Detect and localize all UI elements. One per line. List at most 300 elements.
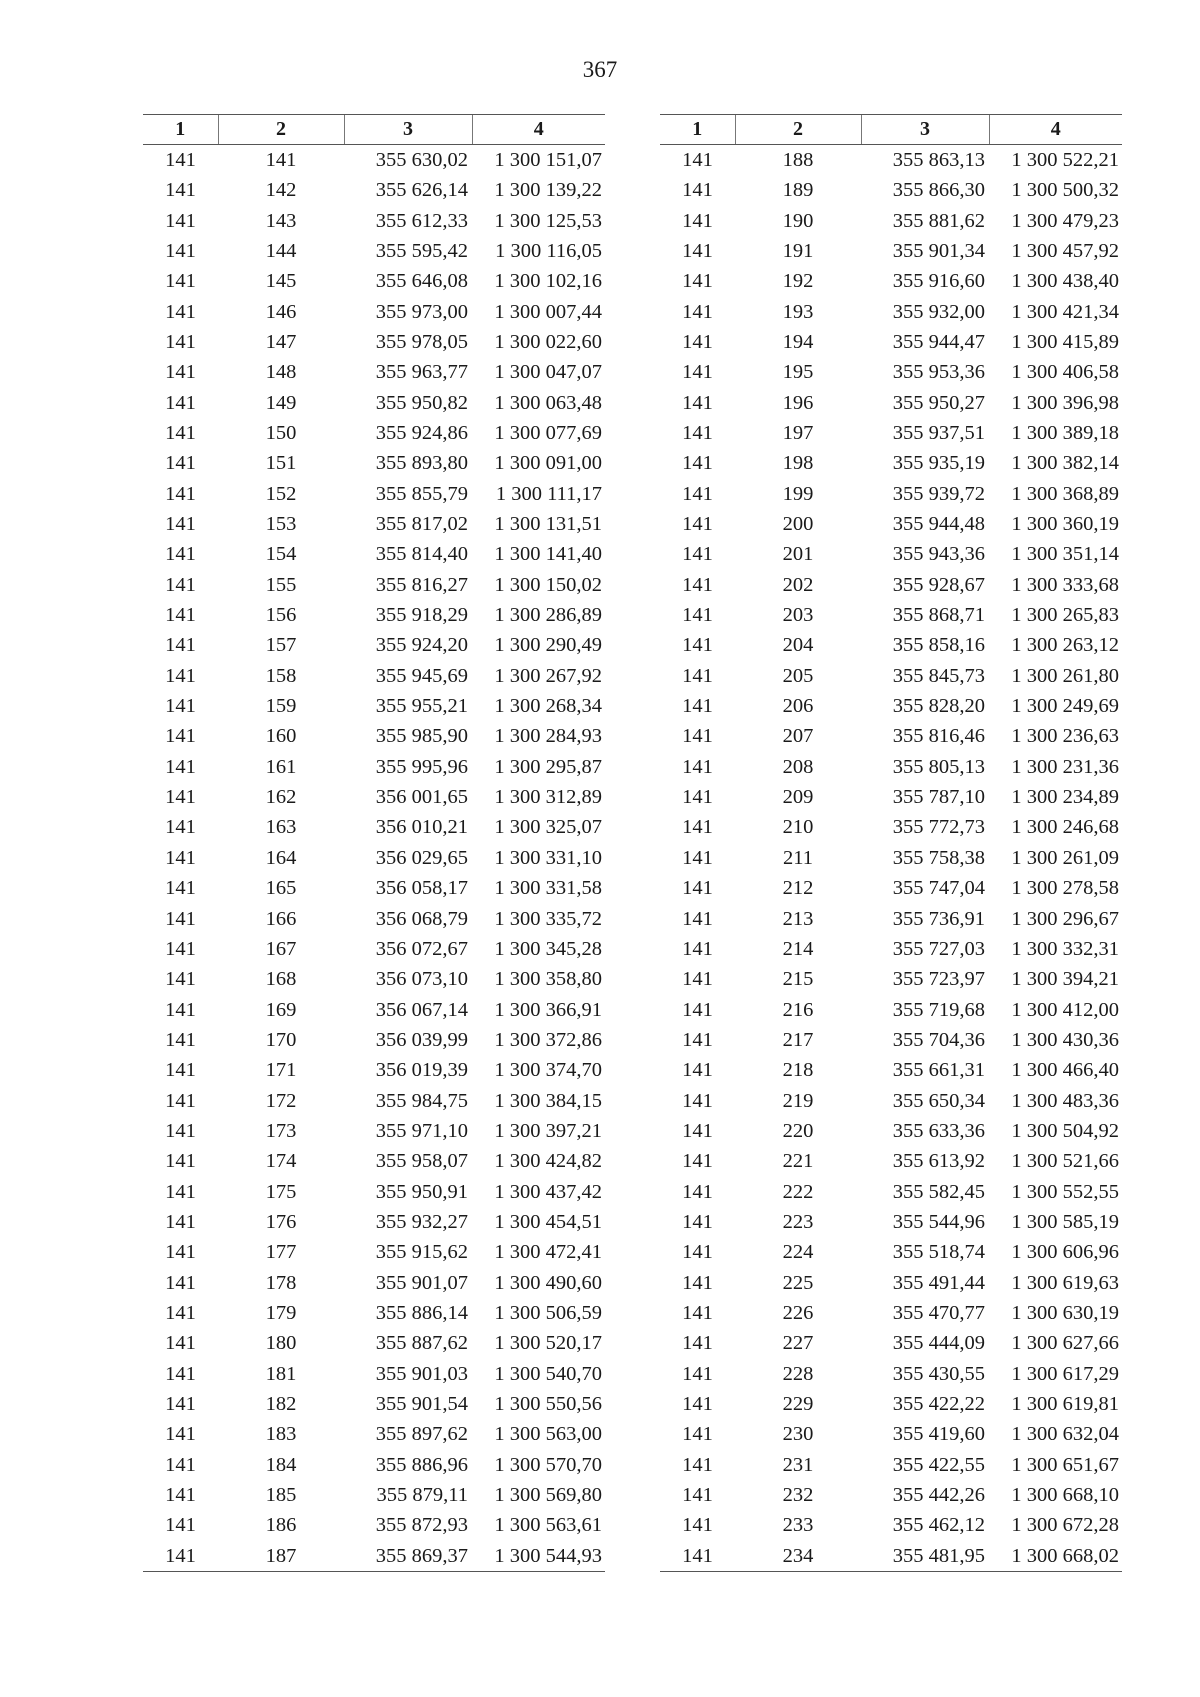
table-cell: 197 [782, 422, 814, 445]
table-cell: 1 300 286,89 [494, 604, 602, 627]
table-cell: 356 058,17 [375, 877, 468, 900]
table-cell: 141 [682, 1332, 713, 1355]
table-cell: 355 924,20 [375, 634, 468, 657]
table-row [143, 479, 605, 509]
table-cell: 169 [265, 998, 297, 1021]
table-cell: 1 300 490,60 [494, 1271, 602, 1294]
table-cell: 141 [265, 148, 297, 171]
table-cell: 141 [165, 1119, 196, 1142]
table-cell: 1 300 619,81 [1011, 1393, 1119, 1416]
table-cell: 141 [165, 1150, 196, 1173]
table-row [143, 509, 605, 539]
table-cell: 141 [682, 1089, 713, 1112]
table-cell: 160 [265, 725, 297, 748]
table-cell: 223 [782, 1210, 814, 1233]
table-cell: 355 932,00 [892, 300, 985, 323]
table-body-right [660, 145, 1122, 1572]
table-cell: 141 [165, 1393, 196, 1416]
table-cell: 141 [682, 573, 713, 596]
table-row [143, 297, 605, 327]
table-cell: 141 [682, 816, 713, 839]
table-cell: 163 [265, 816, 297, 839]
table-cell: 1 300 619,63 [1011, 1271, 1119, 1294]
table-cell: 1 300 563,61 [494, 1514, 602, 1537]
table-cell: 355 950,82 [375, 391, 468, 414]
table-row [143, 1116, 605, 1146]
table-cell: 167 [265, 937, 297, 960]
table-row [660, 661, 1122, 691]
table-row [660, 1207, 1122, 1237]
table-cell: 1 300 382,14 [1011, 452, 1119, 475]
table-cell: 355 868,71 [892, 604, 985, 627]
table-cell: 1 300 668,02 [989, 1541, 1122, 1572]
table-cell: 153 [265, 513, 297, 536]
table-cell: 141 [682, 239, 713, 262]
table-cell: 355 772,73 [892, 816, 985, 839]
table-cell: 1 300 125,53 [494, 209, 602, 232]
table-cell: 141 [165, 1089, 196, 1112]
table-cell: 356 019,39 [375, 1059, 468, 1082]
table-cell: 355 787,10 [892, 786, 985, 809]
table-cell: 1 300 296,67 [1011, 907, 1119, 930]
table-cell: 214 [782, 937, 814, 960]
table-cell: 206 [782, 695, 814, 718]
table-row [660, 813, 1122, 843]
table-row [660, 448, 1122, 478]
table-cell: 141 [165, 422, 196, 445]
table-cell: 1 300 406,58 [1011, 361, 1119, 384]
table-cell: 192 [782, 270, 814, 293]
table-cell: 220 [782, 1119, 814, 1142]
table-cell: 1 300 668,10 [1011, 1484, 1119, 1507]
table-cell: 141 [165, 482, 196, 505]
table-cell: 1 300 521,66 [1011, 1150, 1119, 1173]
table-cell: 142 [265, 179, 297, 202]
table-row [660, 631, 1122, 661]
table-cell: 1 300 368,89 [1011, 482, 1119, 505]
table-row [660, 1419, 1122, 1449]
table-cell: 1 300 372,86 [494, 1028, 602, 1051]
table-cell: 355 918,29 [375, 604, 468, 627]
table-cell: 141 [165, 907, 196, 930]
table-cell: 355 817,02 [375, 513, 468, 536]
table-cell: 1 300 360,19 [1011, 513, 1119, 536]
table-cell: 141 [165, 1301, 196, 1324]
table-row [660, 904, 1122, 934]
table-cell: 205 [782, 664, 814, 687]
table-row [143, 722, 605, 752]
table-cell: 141 [165, 604, 196, 627]
table-cell: 1 300 102,16 [494, 270, 602, 293]
table-cell: 355 633,36 [892, 1119, 985, 1142]
table-row [660, 1480, 1122, 1510]
table-cell: 355 935,19 [892, 452, 985, 475]
table-cell: 355 943,36 [892, 543, 985, 566]
table-cell: 1 300 284,93 [494, 725, 602, 748]
table-cell: 355 828,20 [892, 695, 985, 718]
table-cell: 355 444,09 [892, 1332, 985, 1355]
table-cell: 141 [165, 452, 196, 475]
table-row [660, 782, 1122, 812]
table-cell: 141 [165, 1423, 196, 1446]
table-cell: 141 [165, 1059, 196, 1082]
table-cell: 355 855,79 [375, 482, 468, 505]
table-cell: 141 [165, 513, 196, 536]
table-cell: 1 300 267,92 [494, 664, 602, 687]
table-cell: 141 [682, 1484, 713, 1507]
table-row [143, 904, 605, 934]
table-cell: 141 [165, 330, 196, 353]
table-cell: 181 [265, 1362, 297, 1385]
table-cell: 355 973,00 [375, 300, 468, 323]
table-cell: 141 [682, 634, 713, 657]
table-row [143, 631, 605, 661]
table-cell: 141 [165, 1332, 196, 1355]
table-row [143, 448, 605, 478]
table-cell: 355 955,21 [375, 695, 468, 718]
table-cell: 141 [682, 361, 713, 384]
table-cell: 141 [682, 1301, 713, 1324]
table-cell: 1 300 384,15 [494, 1089, 602, 1112]
table-row [660, 1510, 1122, 1540]
table-cell: 1 300 261,80 [1011, 664, 1119, 687]
table-cell: 355 630,02 [375, 148, 468, 171]
table-cell: 1 300 430,36 [1011, 1028, 1119, 1051]
table-cell: 141 [165, 816, 196, 839]
table-cell: 355 704,36 [892, 1028, 985, 1051]
table-cell: 157 [265, 634, 297, 657]
column-header: 3 [861, 115, 989, 145]
table-row [660, 236, 1122, 266]
table-cell: 1 300 544,93 [472, 1541, 605, 1572]
table-cell: 1 300 331,58 [494, 877, 602, 900]
table-cell: 1 300 231,36 [1011, 755, 1119, 778]
table-cell: 213 [782, 907, 814, 930]
table-cell: 141 [165, 1484, 196, 1507]
table-cell: 183 [265, 1423, 297, 1446]
table-cell: 168 [265, 968, 297, 991]
table-row [143, 934, 605, 964]
table-cell: 162 [265, 786, 297, 809]
table-cell: 356 068,79 [375, 907, 468, 930]
table-cell: 1 300 412,00 [1011, 998, 1119, 1021]
table-cell: 355 928,67 [892, 573, 985, 596]
table-cell: 234 [735, 1541, 861, 1572]
table-cell: 355 442,26 [892, 1484, 985, 1507]
column-header: 3 [344, 115, 472, 145]
table-cell: 141 [165, 543, 196, 566]
table-row [660, 206, 1122, 236]
table-row [660, 1146, 1122, 1176]
table-row [143, 570, 605, 600]
table-cell: 158 [265, 664, 297, 687]
table-cell: 1 300 479,23 [1011, 209, 1119, 232]
table-cell: 355 719,68 [892, 998, 985, 1021]
table-cell: 1 300 617,29 [1011, 1362, 1119, 1385]
table-row [660, 539, 1122, 569]
table-cell: 355 723,97 [892, 968, 985, 991]
table-cell: 1 300 345,28 [494, 937, 602, 960]
table-cell: 141 [165, 786, 196, 809]
table-cell: 202 [782, 573, 814, 596]
table-row [660, 418, 1122, 448]
table-cell: 141 [682, 513, 713, 536]
table-cell: 1 300 394,21 [1011, 968, 1119, 991]
table-cell: 1 300 389,18 [1011, 422, 1119, 445]
table-row [143, 145, 605, 176]
table-cell: 141 [682, 968, 713, 991]
table-cell: 141 [165, 148, 196, 171]
table-cell: 1 300 522,21 [1011, 148, 1119, 171]
table-cell: 172 [265, 1089, 297, 1112]
table-cell: 141 [165, 300, 196, 323]
table-row [660, 691, 1122, 721]
table-cell: 1 300 506,59 [494, 1301, 602, 1324]
table-cell: 1 300 569,80 [494, 1484, 602, 1507]
table-row [660, 145, 1122, 176]
table-row [143, 175, 605, 205]
table-cell: 355 950,27 [892, 391, 985, 414]
table-cell: 184 [265, 1453, 297, 1476]
table-row [660, 479, 1122, 509]
table-cell: 355 518,74 [892, 1241, 985, 1264]
table-cell: 355 422,22 [892, 1393, 985, 1416]
table-cell: 141 [682, 179, 713, 202]
table-row [660, 1450, 1122, 1480]
table-cell: 355 944,48 [892, 513, 985, 536]
table-row [143, 600, 605, 630]
table-cell: 355 953,36 [892, 361, 985, 384]
table-cell: 141 [682, 937, 713, 960]
table-row [143, 813, 605, 843]
table-cell: 207 [782, 725, 814, 748]
table-cell: 215 [782, 968, 814, 991]
table-cell: 191 [782, 239, 814, 262]
table-row [660, 600, 1122, 630]
table-row [660, 509, 1122, 539]
table-cell: 141 [682, 907, 713, 930]
table-cell: 355 612,33 [375, 209, 468, 232]
table-cell: 355 858,16 [892, 634, 985, 657]
table-cell: 194 [782, 330, 814, 353]
table-cell: 141 [682, 1393, 713, 1416]
table-cell: 217 [782, 1028, 814, 1051]
table-cell: 141 [682, 330, 713, 353]
table-cell: 165 [265, 877, 297, 900]
table-cell: 355 984,75 [375, 1089, 468, 1112]
table-cell: 1 300 047,07 [494, 361, 602, 384]
table-cell: 1 300 290,49 [494, 634, 602, 657]
table-cell: 141 [143, 1541, 218, 1572]
table-cell: 1 300 627,66 [1011, 1332, 1119, 1355]
table-cell: 1 300 483,36 [1011, 1089, 1119, 1112]
table-cell: 355 872,93 [375, 1514, 468, 1537]
table-cell: 355 886,96 [375, 1453, 468, 1476]
table-cell: 355 419,60 [892, 1423, 985, 1446]
table-cell: 150 [265, 422, 297, 445]
page-number: 367 [582, 57, 618, 82]
table-cell: 1 300 022,60 [494, 330, 602, 353]
table-row [143, 1419, 605, 1449]
table-cell: 185 [265, 1484, 297, 1507]
table-cell: 1 300 351,14 [1011, 543, 1119, 566]
table-cell: 1 300 672,28 [1011, 1514, 1119, 1537]
table-cell: 173 [265, 1119, 297, 1142]
table-cell: 208 [782, 755, 814, 778]
table-cell: 355 816,27 [375, 573, 468, 596]
table-row [143, 1025, 605, 1055]
table-cell: 355 924,86 [375, 422, 468, 445]
table-cell: 228 [782, 1362, 814, 1385]
table-row [143, 1177, 605, 1207]
table-row [660, 1359, 1122, 1389]
table-header-row [660, 115, 1122, 145]
table-cell: 1 300 236,63 [1011, 725, 1119, 748]
table-cell: 144 [265, 239, 297, 262]
table-cell: 1 300 651,67 [1011, 1453, 1119, 1476]
table-cell: 141 [165, 1210, 196, 1233]
table-row [660, 722, 1122, 752]
table-row [143, 1510, 605, 1540]
table-cell: 154 [265, 543, 297, 566]
table-cell: 356 001,65 [375, 786, 468, 809]
table-cell: 1 300 437,42 [494, 1180, 602, 1203]
table-cell: 1 300 150,02 [494, 573, 602, 596]
table-row [660, 1541, 1122, 1572]
table-cell: 141 [682, 877, 713, 900]
table-cell: 141 [682, 1150, 713, 1173]
table-cell: 355 544,96 [892, 1210, 985, 1233]
table-row [660, 1328, 1122, 1358]
table-cell: 355 901,03 [375, 1362, 468, 1385]
table-cell: 356 029,65 [375, 846, 468, 869]
table-cell: 210 [782, 816, 814, 839]
table-cell: 141 [682, 604, 713, 627]
table-cell: 355 897,62 [375, 1423, 468, 1446]
table-cell: 355 462,12 [892, 1514, 985, 1537]
table-row [660, 327, 1122, 357]
table-cell: 355 582,45 [892, 1180, 985, 1203]
table-cell: 1 300 261,09 [1011, 846, 1119, 869]
table-cell: 1 300 397,21 [494, 1119, 602, 1142]
table-cell: 1 300 265,83 [1011, 604, 1119, 627]
table-cell: 188 [782, 148, 814, 171]
table-cell: 355 650,34 [892, 1089, 985, 1112]
table-cell: 212 [782, 877, 814, 900]
table-cell: 166 [265, 907, 297, 930]
column-header: 4 [472, 115, 605, 145]
table-cell: 355 816,46 [892, 725, 985, 748]
table-cell: 1 300 396,98 [1011, 391, 1119, 414]
table-cell: 355 727,03 [892, 937, 985, 960]
table-cell: 141 [165, 1514, 196, 1537]
table-cell: 222 [782, 1180, 814, 1203]
coordinate-table-left [143, 114, 605, 1572]
table-cell: 1 300 141,40 [494, 543, 602, 566]
table-cell: 355 886,14 [375, 1301, 468, 1324]
table-cell: 141 [165, 634, 196, 657]
table-cell: 141 [682, 1453, 713, 1476]
table-cell: 141 [682, 664, 713, 687]
table-cell: 355 945,69 [375, 664, 468, 687]
table-cell: 177 [265, 1241, 297, 1264]
table-cell: 141 [165, 361, 196, 384]
table-row [143, 691, 605, 721]
table-row [143, 964, 605, 994]
table-cell: 355 963,77 [375, 361, 468, 384]
table-cell: 141 [682, 1210, 713, 1233]
table-header-row [143, 115, 605, 145]
table-cell: 1 300 552,55 [1011, 1180, 1119, 1203]
table-row [660, 1237, 1122, 1267]
table-cell: 232 [782, 1484, 814, 1507]
table-row [660, 843, 1122, 873]
table-cell: 1 300 234,89 [1011, 786, 1119, 809]
table-cell: 1 300 091,00 [494, 452, 602, 475]
table-cell: 355 950,91 [375, 1180, 468, 1203]
table-cell: 355 863,13 [892, 148, 985, 171]
table-cell: 355 814,40 [375, 543, 468, 566]
table-cell: 204 [782, 634, 814, 657]
table-row [660, 1389, 1122, 1419]
table-cell: 355 978,05 [375, 330, 468, 353]
table-cell: 355 805,13 [892, 755, 985, 778]
table-row [660, 388, 1122, 418]
table-cell: 1 300 632,04 [1011, 1423, 1119, 1446]
table-cell: 1 300 333,68 [1011, 573, 1119, 596]
table-cell: 141 [682, 786, 713, 809]
table-cell: 230 [782, 1423, 814, 1446]
coordinate-table-right [660, 114, 1122, 1572]
table-cell: 1 300 540,70 [494, 1362, 602, 1385]
table-cell: 141 [682, 695, 713, 718]
table-cell: 233 [782, 1514, 814, 1537]
table-cell: 141 [682, 755, 713, 778]
table-row [143, 388, 605, 418]
table-cell: 141 [165, 179, 196, 202]
table-cell: 141 [682, 1028, 713, 1051]
table-row [660, 1025, 1122, 1055]
table-row [143, 357, 605, 387]
table-row [660, 995, 1122, 1025]
table-row [660, 964, 1122, 994]
table-cell: 151 [265, 452, 297, 475]
table-row [143, 327, 605, 357]
table-cell: 155 [265, 573, 297, 596]
table-cell: 174 [265, 1150, 297, 1173]
table-cell: 355 901,34 [892, 239, 985, 262]
table-cell: 1 300 585,19 [1011, 1210, 1119, 1233]
table-cell: 143 [265, 209, 297, 232]
table-cell: 141 [682, 300, 713, 323]
table-row [143, 418, 605, 448]
table-cell: 355 901,54 [375, 1393, 468, 1416]
table-row [143, 1541, 605, 1572]
table-cell: 355 845,73 [892, 664, 985, 687]
table-cell: 355 985,90 [375, 725, 468, 748]
table-cell: 1 300 007,44 [494, 300, 602, 323]
table-row [143, 1268, 605, 1298]
table-cell: 355 995,96 [375, 755, 468, 778]
table-cell: 141 [682, 725, 713, 748]
table-row [143, 752, 605, 782]
table-cell: 219 [782, 1089, 814, 1112]
table-cell: 141 [682, 1119, 713, 1142]
table-row [143, 1086, 605, 1116]
table-cell: 178 [265, 1271, 297, 1294]
table-cell: 141 [682, 1059, 713, 1082]
table-cell: 1 300 504,92 [1011, 1119, 1119, 1142]
